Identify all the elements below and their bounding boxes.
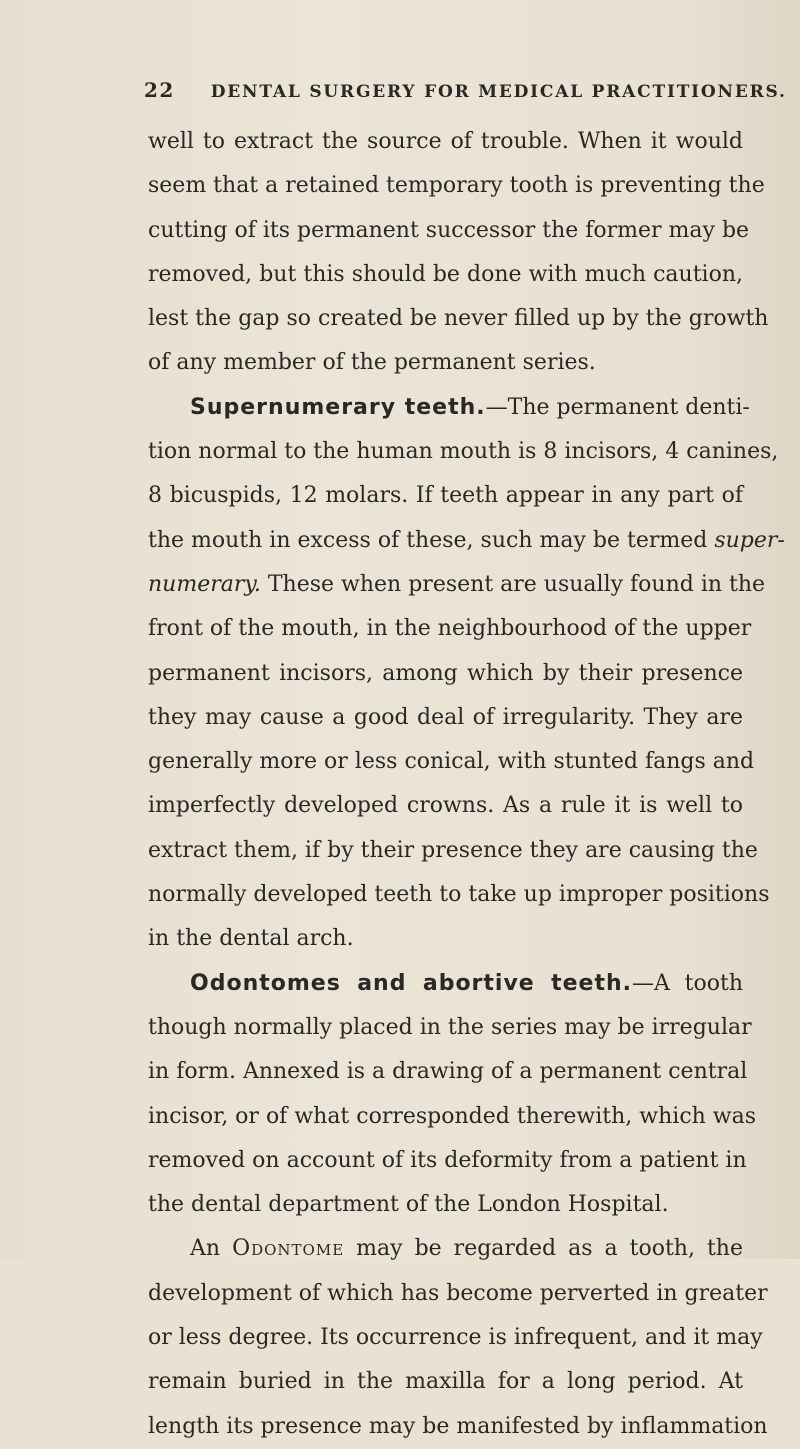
text-line: seem that a retained temporary tooth is preventing the	[148, 173, 765, 199]
text-line: removed, but this should be done with much caution,	[148, 261, 743, 287]
text-line: or less degree. Its occurrence is infrequent, and it may	[148, 1325, 763, 1351]
text-fragment: An	[190, 1236, 221, 1262]
text-line: generally more or less conical, with stunted fangs and	[148, 749, 755, 775]
text-line	[148, 962, 743, 1006]
text-line: the dental department of the London Hospital.	[148, 1192, 669, 1218]
page-number: 22	[144, 78, 175, 102]
text-line: removed on account of its deformity from a patient in	[148, 1147, 747, 1173]
text-line: well to extract the source of trouble. When it would	[148, 129, 743, 154]
text-fragment: —A tooth	[632, 970, 743, 996]
text-line: in the dental arch.	[148, 926, 354, 952]
text-line	[148, 519, 785, 563]
page-header	[144, 78, 787, 102]
text-line: front of the mouth, in the neighbourhood of the upper	[148, 616, 752, 642]
text-line: extract them, if by their presence they are causing the	[148, 837, 758, 863]
text-line: in form. Annexed is a drawing of a permanent central	[148, 1059, 748, 1085]
text-line: though normally placed in the series may be irregular	[148, 1014, 752, 1040]
running-title: DENTAL SURGERY FOR MEDICAL PRACTITIONERS.	[210, 82, 787, 102]
small-caps-term: Odontome	[232, 1236, 345, 1262]
text-line: imperfectly developed crowns. As a rule it is well to	[148, 793, 743, 819]
italic-term: super-	[714, 527, 785, 553]
text-line	[148, 1227, 743, 1271]
text-fragment: These when present are usually found in the	[267, 571, 766, 597]
body-text	[148, 120, 785, 1449]
section-heading: Supernumerary teeth.	[190, 394, 486, 420]
italic-term: numerary.	[148, 571, 261, 597]
text-fragment: the mouth in excess of these, such may be termed	[148, 527, 708, 553]
text-line: development of which has become perverted in greater	[148, 1280, 768, 1306]
text-line: normally developed teeth to take up improper positions	[148, 882, 770, 908]
text-line: tion normal to the human mouth is 8 incisors, 4 canines,	[148, 439, 779, 465]
text-line: remain buried in the maxilla for a long period. At	[148, 1369, 743, 1395]
text-line: incisor, or of what corresponded therewith, which was	[148, 1103, 757, 1129]
text-line: length its presence may be manifested by inflammation	[148, 1413, 768, 1439]
text-line	[148, 386, 750, 430]
text-fragment: —The permanent denti-	[485, 394, 750, 420]
text-line	[148, 563, 766, 607]
text-fragment: may be regarded as a tooth, the	[356, 1236, 743, 1262]
text-line: lest the gap so created be never filled up by the growth	[148, 306, 769, 332]
text-line: of any member of the permanent series.	[148, 350, 596, 376]
text-line: cutting of its permanent successor the former may be	[148, 217, 750, 243]
section-heading: Odontomes and abortive teeth.	[190, 970, 633, 996]
text-line: permanent incisors, among which by their presence	[148, 660, 743, 686]
text-line: 8 bicuspids, 12 molars. If teeth appear in any part of	[148, 483, 743, 509]
text-line: they may cause a good deal of irregularity. They are	[148, 704, 743, 730]
